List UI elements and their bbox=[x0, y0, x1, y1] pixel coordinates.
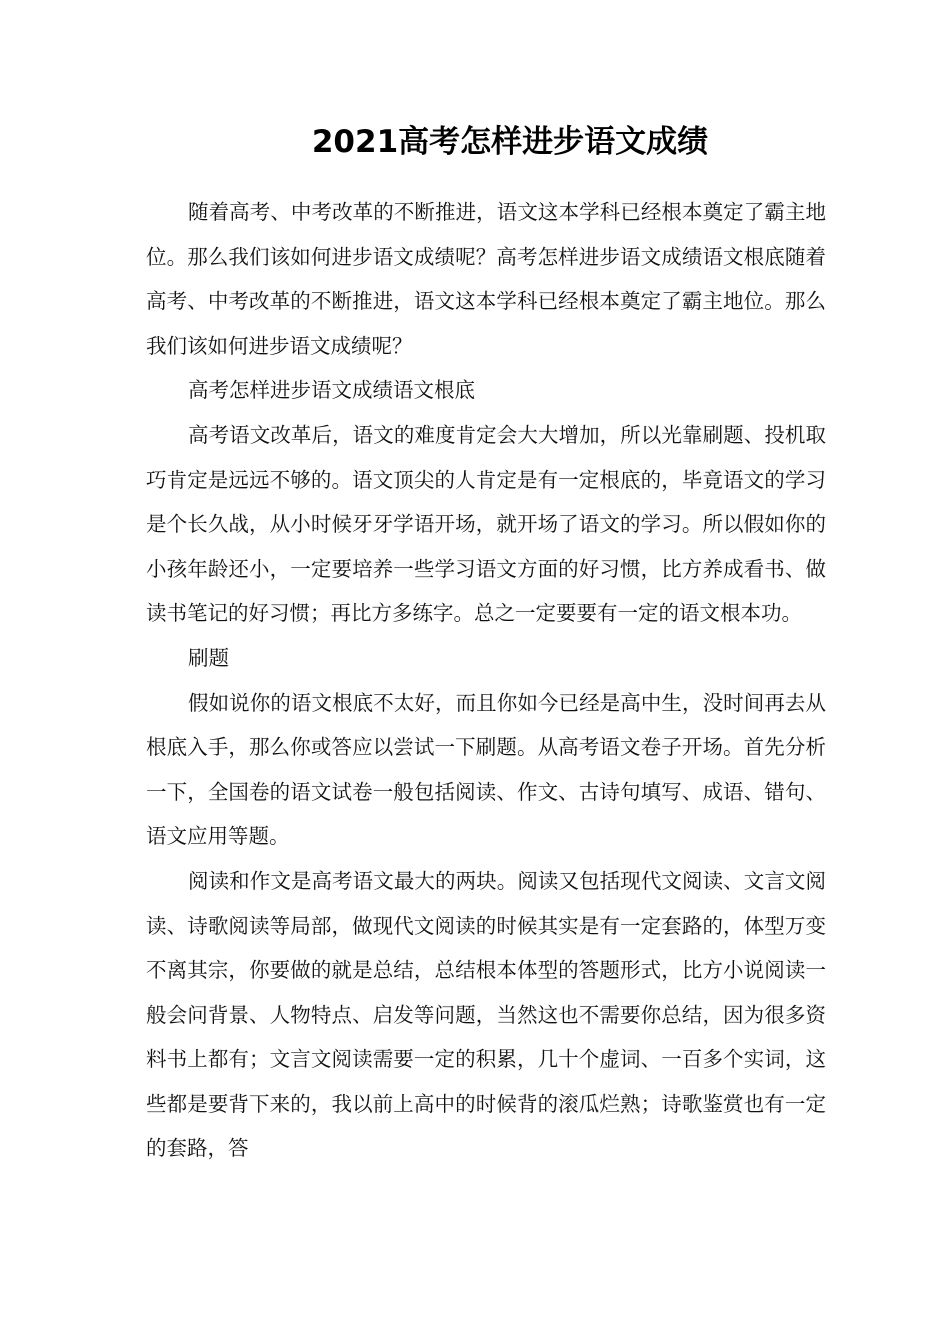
section-heading-basics: 高考怎样进步语文成绩语文根底 bbox=[188, 378, 475, 403]
document-body bbox=[146, 190, 826, 1171]
paragraph-intro: 随着高考、中考改革的不断推进，语文这本学科已经根本奠定了霸主地位。那么我们该如何进步语文成绩呢？高考怎样进步语文成绩语文根底随着高考、中考改革的不断推进，语文这本学科已经根本奠定了霸主地位。那么我们该如何进步语文成绩呢？ bbox=[146, 200, 826, 358]
paragraph-basics: 高考语文改革后，语文的难度肯定会大大增加，所以光靠刷题、投机取巧肯定是远远不够的。语文顶尖的人肯定是有一定根底的，毕竟语文的学习是个长久战，从小时候牙牙学语开场，就开场了语文的学习。所以假如你的小孩年龄还小，一定要培养一些学习语文方面的好习惯，比方养成看书、做读书笔记的好习惯；再比方多练字。总之一定要要有一定的语文根本功。 bbox=[146, 422, 826, 626]
section-heading-practice: 刷题 bbox=[188, 645, 229, 670]
document-title: 2021高考怎样进步语文成绩 bbox=[311, 124, 709, 160]
paragraph-reading-writing: 阅读和作文是高考语文最大的两块。阅读又包括现代文阅读、文言文阅读、诗歌阅读等局部，做现代文阅读的时候其实是有一定套路的，体型万变不离其宗，你要做的就是总结，总结根本体型的答题形式，比方小说阅读一般会问背景、人物特点、启发等问题，当然这也不需要你总结，因为很多资料书上都有；文言文阅读需要一定的积累，几十个虚词、一百多个实词，这些都是要背下来的，我以前上高中的时候背的滚瓜烂熟；诗歌鉴赏也有一定的套路，答 bbox=[146, 868, 826, 1161]
paragraph-practice: 假如说你的语文根底不太好，而且你如今已经是高中生，没时间再去从根底入手，那么你或答应以尝试一下刷题。从高考语文卷子开场。首先分析一下，全国卷的语文试卷一般包括阅读、作文、古诗句填写、成语、错句、语文应用等题。 bbox=[146, 690, 826, 849]
